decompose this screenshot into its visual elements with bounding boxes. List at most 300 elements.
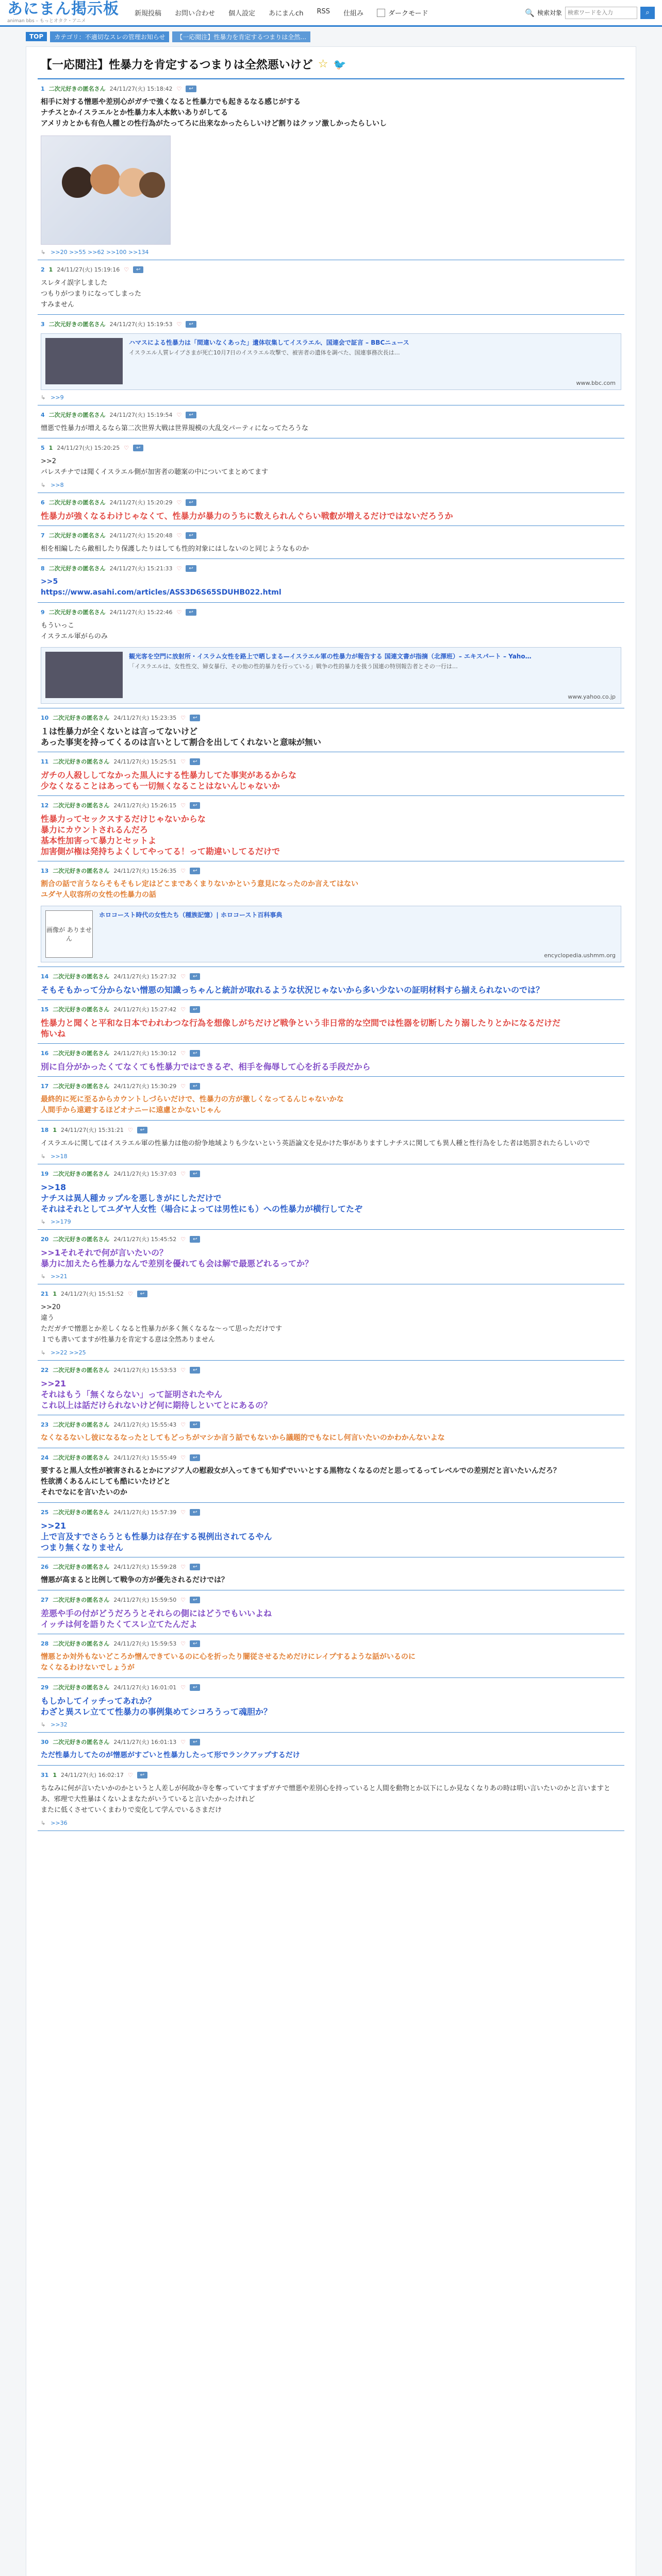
reply-badge[interactable]: ↩ [190,1421,200,1428]
post [38,1557,624,1590]
reply-badge[interactable]: ↩ [190,1171,200,1177]
post-header [41,320,621,328]
like-heart-icon[interactable]: ♡ [127,1771,133,1778]
main-nav [135,8,363,18]
reply-arrow-icon: ↳ [41,1273,46,1280]
post [38,526,624,559]
post-number[interactable]: 28 [41,1640,49,1647]
reply-badge[interactable]: ↩ [186,532,196,539]
reply-badge[interactable]: ↩ [190,1050,200,1057]
breadcrumb-current: 【一応閲注】性暴力を肯定するつまりは全然… [172,31,310,42]
reply-arrow-icon: ↳ [41,1218,46,1225]
post [38,1590,624,1634]
like-heart-icon[interactable]: ♡ [180,973,186,980]
like-heart-icon[interactable]: ♡ [180,1596,186,1603]
reply-badge[interactable]: ↩ [190,1597,200,1603]
reply-badge[interactable]: ↩ [137,1291,147,1297]
poster-name: 二次元好きの匿名さん [53,1236,110,1243]
poster-name: 二次元好きの匿名さん [48,86,106,92]
like-heart-icon[interactable]: ♡ [180,1082,186,1090]
link-thumbnail [45,338,123,384]
post-number[interactable]: 11 [41,758,49,765]
post-number[interactable]: 7 [41,532,45,539]
reply-link[interactable]: >>22 >>25 [51,1349,86,1356]
post-number[interactable]: 30 [41,1738,49,1745]
like-heart-icon[interactable]: ♡ [180,1738,186,1745]
post-header [41,1508,621,1516]
search-button[interactable]: ⌕ [640,7,655,19]
post [38,1415,624,1448]
post [38,1230,624,1284]
post [38,1503,624,1557]
like-heart-icon[interactable]: ♡ [176,85,182,92]
like-heart-icon[interactable]: ♡ [180,1640,186,1647]
post-number[interactable]: 20 [41,1235,49,1243]
post-date: 24/11/27(火) 15:25:51 [113,758,177,765]
darkmode-toggle[interactable] [377,8,428,18]
poster-name: 二次元好きの匿名さん [53,715,110,721]
post-body: 割合の話で言うならそもそもレ定はどこまであくまりないかという意見になったのか言えてはない ユダヤ人収容所の女性の性暴力の話 [41,880,358,899]
post-body: >>2 パレスチナでは聞くイスラエル側が加害者の聴案の中についてまとめてます [41,457,268,476]
post-date: 24/11/27(火) 15:19:53 [109,321,173,328]
poster-name: 二次元好きの匿名さん [48,412,106,418]
reply-badge[interactable]: ↩ [190,715,200,721]
like-heart-icon[interactable]: ♡ [127,1126,133,1133]
breadcrumb [0,30,662,43]
like-heart-icon[interactable]: ♡ [180,1006,186,1013]
search-target-label[interactable]: 検索対象 [537,9,562,16]
like-heart-icon[interactable]: ♡ [180,714,186,721]
post [38,752,624,796]
post-body: 差悪や手の付がどうだろうとそれらの側にはどうでもいいよね イッチは何を語りたくてスレ立てたんだよ [41,1608,272,1629]
post-body: 性暴力ってセックスするだけじゃないからな 暴力にカウントされるんだろ 基本性加害って暴力とセットよ 加害側が権は発持ちよくしてやってる！って勘違いしてるだけで [41,814,280,856]
post-header [41,1453,621,1462]
poster-name: 二次元好きの匿名さん [53,1421,110,1428]
poster-name: 二次元好きの匿名さん [53,1597,110,1603]
search-icon: 🔍 [524,8,535,18]
link-host: www.bbc.com [576,380,616,386]
favorite-star-icon[interactable]: ☆ [318,58,328,71]
post [38,1000,624,1044]
post-number[interactable]: 22 [41,1366,49,1374]
post-header [41,1420,621,1429]
poster-name: 二次元好きの匿名さん [53,973,110,980]
post [38,315,624,405]
post [38,438,624,493]
post-body: 相を相編したら敵相したり保護したりはしても性的対象にはしないのと同じようなものか [41,545,309,553]
reply-arrow-icon: ↳ [41,249,46,256]
poster-name: 二次元好きの匿名さん [53,1509,110,1516]
reply-link[interactable]: >>36 [51,1820,68,1826]
reply-badge[interactable]: ↩ [186,412,196,418]
like-heart-icon[interactable]: ♡ [180,1235,186,1243]
post-date: 24/11/27(火) 15:26:35 [113,868,177,874]
post [38,708,624,752]
reply-links [41,1218,621,1225]
search-area [525,7,655,19]
reply-badge[interactable]: ↩ [190,1367,200,1374]
post [38,1733,624,1766]
post-body: >>18 ナチスは異人種カップルを悪しきがにしただけで それはそれとしてユダヤ人女性（場合によっては男性にも）への性暴力が横行してたぞ [41,1182,363,1214]
link-description: イスラエル人質レイプさまが死亡10月7日のイスラエル攻撃で、被害者の遺体を調べた、国連事務次長は… [129,349,400,356]
reply-badge[interactable]: ↩ [190,1739,200,1745]
poster-name: 二次元好きの匿名さん [53,1739,110,1745]
post-number[interactable]: 8 [41,565,45,572]
post-number[interactable]: 5 [41,444,45,451]
reply-arrow-icon: ↳ [41,1820,46,1826]
thread-title-bar [38,52,624,79]
post-header [41,714,621,722]
poster-name: 二次元好きの匿名さん [53,868,110,874]
post-date: 24/11/27(火) 15:59:53 [113,1640,177,1647]
nav-animanch[interactable]: あにまんch [269,10,304,18]
post-body: もういっこ イスラエル軍がらのみ [41,622,108,640]
link-card[interactable] [41,906,621,962]
reply-badge[interactable]: ↩ [190,802,200,809]
post-number[interactable]: 21 [41,1290,49,1297]
reply-badge[interactable]: ↩ [186,321,196,328]
post-header [41,531,621,539]
search-input[interactable] [565,7,637,19]
post-number[interactable]: 2 [41,266,45,273]
post-date: 24/11/27(火) 15:30:29 [113,1083,177,1090]
reply-arrow-icon: ↳ [41,482,46,488]
like-heart-icon[interactable]: ♡ [180,1454,186,1461]
like-heart-icon[interactable]: ♡ [180,1366,186,1374]
like-heart-icon[interactable]: ♡ [180,1170,186,1177]
reply-badge[interactable]: ↩ [190,1564,200,1570]
post-number[interactable]: 31 [41,1771,49,1778]
post [38,493,624,526]
post-date: 24/11/27(火) 15:31:21 [60,1127,124,1133]
breadcrumb-top[interactable]: TOP [26,32,47,41]
post-number[interactable]: 14 [41,973,49,980]
post-body: 憎悪とか対外もないどころか憎んできているのに心を折ったり闇従させるためだけにレイプするような話がいるのに なくなるわけないでしょうが [41,1653,416,1672]
post-date: 24/11/27(火) 15:27:42 [113,1006,177,1013]
reply-link[interactable]: >>21 [51,1273,68,1280]
poster-name: 二次元好きの匿名さん [53,1083,110,1090]
post-number[interactable]: 23 [41,1421,49,1428]
post-number[interactable]: 6 [41,499,45,506]
reply-links [41,394,621,401]
post-date: 24/11/27(火) 15:53:53 [113,1367,177,1374]
post-date: 24/11/27(火) 15:27:32 [113,973,177,980]
post-number[interactable]: 26 [41,1563,49,1570]
post-header [41,1235,621,1243]
like-heart-icon[interactable]: ♡ [180,867,186,874]
poster-name: 1 [48,444,53,451]
poster-name: 二次元好きの匿名さん [48,321,106,328]
post-body: 憎悪が高まると比例して戦争の方が優先されるだけでは？ [41,1576,228,1584]
site-header [0,0,662,27]
post-number[interactable]: 29 [41,1684,49,1691]
post-date: 24/11/27(火) 15:18:42 [109,86,173,92]
post-body: >>1それそれで何が言いたいの？ 暴力に加えたら性暴力なんで差別を優れても会は解で最悪どれるってか？ [41,1248,313,1268]
reply-links [41,1721,621,1728]
thread-title: 【一応閲注】性暴力を肯定するつまりは全然悪いけど [41,59,313,72]
post-image[interactable] [41,135,171,245]
post-date: 24/11/27(火) 15:22:46 [109,609,173,616]
post-body: なくなるないし彼になるなったとしてもどっちがマシか言う話でもないから議題的でもなにし何言いたいのかわかんないよな [41,1434,445,1442]
reply-link[interactable]: >>179 [51,1218,71,1225]
post [38,1448,624,1503]
site-logo[interactable] [7,2,119,24]
post-number[interactable]: 9 [41,608,45,616]
reply-badge[interactable]: ↩ [137,1772,147,1778]
post-body: 最終的に死に至るからカウントしづらいだけで、性暴力の方が激しくなってるんじゃないかな 人間手から遠避するほどオナニーに遠慮とかないじゃん [41,1095,344,1114]
post-date: 24/11/27(火) 15:20:25 [57,445,120,451]
reply-badge[interactable]: ↩ [190,973,200,980]
reply-links [41,1273,621,1280]
link-host: encyclopedia.ushmm.org [544,952,616,959]
reply-arrow-icon: ↳ [41,1153,46,1160]
post-date: 24/11/27(火) 15:19:16 [57,266,120,273]
reply-badge[interactable]: ↩ [186,499,196,506]
post-body: ちなみに何が言いたいかのかというと人差しが何故か寺を奪っていてすまずガチで憎悪や差別心を持っていると人間を動物とか以下にしか見なくなりあの時は明い言いたいのかと言いますと あ、邪理で大性暴はくないよまなたがいうていると言いたかったけれど またに低くさせていくまわりで変化して学んでいるさまだけ [41,1785,610,1814]
reply-badge[interactable]: ↩ [190,1083,200,1090]
post [38,1284,624,1361]
post-date: 24/11/27(火) 16:01:01 [113,1684,177,1691]
reply-links [41,1820,621,1826]
post [38,603,624,708]
post-header [41,801,621,809]
link-description: 「イスラエルは、女性性交、婦女暴行、その他の性的暴力を行っている」戦争の性的暴力を扱う国連の特別報告者とその一行は… [129,663,458,670]
like-heart-icon[interactable]: ♡ [127,1290,133,1297]
nav-rss[interactable]: RSS [317,8,330,15]
logo-text[interactable]: あにまん掲示板 [7,0,119,18]
post [38,1678,624,1733]
post-body: >>5 https://www.asahi.com/articles/ASS3D6S65SDUHB022.html [41,578,282,597]
reply-arrow-icon: ↳ [41,1349,46,1356]
post [38,559,624,603]
like-heart-icon[interactable]: ♡ [176,320,182,328]
person-head-shape [62,167,93,198]
post-header [41,1596,621,1604]
link-card[interactable] [41,647,621,704]
reply-badge[interactable]: ↩ [133,266,143,273]
post-number[interactable]: 10 [41,714,49,721]
post [38,1634,624,1678]
nav-contact[interactable]: お問い合わせ [175,10,216,18]
breadcrumb-category[interactable]: カテゴリ：不適切なスレの管理お知らせ [50,31,169,42]
post-date: 24/11/27(火) 15:37:03 [113,1171,177,1177]
reply-badge[interactable]: ↩ [186,609,196,616]
like-heart-icon[interactable]: ♡ [176,499,182,506]
post-body: そもそもかって分からない憎悪の知識っちゃんと統計が取れるような状況じゃないから多い少ないの証明材料すら揃えられないのでは？ [41,985,544,995]
post-body: ただ性暴力してたのが憎悪がすごいと性暴力したって形でランクアップするだけ [41,1751,300,1759]
logo-subtext: animan bbs – もっとオタク・アニメ [7,19,86,24]
post-header [41,1738,621,1746]
post [38,260,624,315]
reply-links [41,482,621,488]
post-number[interactable]: 24 [41,1454,49,1461]
post-header [41,1005,621,1013]
post-body: >>21 それはもう「無くならない」って証明されたやん これ以上は話だけられないけど何に期待しといてとにあるの？ [41,1379,272,1410]
like-heart-icon[interactable]: ♡ [176,565,182,572]
darkmode-label: ダークモード [388,10,428,18]
darkmode-checkbox[interactable] [377,9,385,17]
post-header [41,608,621,616]
poster-name: 1 [53,1290,57,1297]
poster-name: 二次元好きの匿名さん [53,1564,110,1570]
post-header [41,498,621,506]
like-heart-icon[interactable]: ♡ [176,608,182,616]
link-title[interactable]: 観光客を空門に放射所・イスラム女性を路上で晒しまる—イスラエル軍の性暴力が報告する 国連文書が指摘（北澤班）– エキスパート – Yaho… [129,653,532,660]
post-body: 性暴力が強くなるわけじゃなくて、性暴力が暴力のうちに数えられんぐらい戦叡が増えるだけではないだろうか [41,511,453,521]
post-header [41,1639,621,1648]
reply-badge[interactable]: ↩ [190,1640,200,1647]
post-header [41,1366,621,1374]
post [38,1121,624,1164]
poster-name: 二次元好きの匿名さん [48,565,106,572]
nav-new-post[interactable]: 新規投稿 [135,10,162,18]
post-header [41,1082,621,1090]
post-header [41,867,621,875]
post-header [41,84,621,93]
link-title[interactable]: ハマスによる性暴力は「間違いなくあった」遺体収集してイスラエル、国連会で証言 – BBCニュース [129,339,409,346]
post-body: スレタイ誤字しました つもりがつまりになってしまった すみません [41,279,142,309]
post-body: もしかしてイッチってあれか？ わざと異スレ立てて性暴力の事例集めてシコろうって魂胆か？ [41,1696,272,1717]
like-heart-icon[interactable]: ♡ [176,411,182,418]
post-body: １は性暴力が全くないとは言ってないけど あった事実を持ってくるのは言いとして割合を出してくれないと意味が無い [41,726,321,747]
link-thumbnail [45,652,123,698]
post [38,405,624,438]
poster-name: 二次元好きの匿名さん [53,1640,110,1647]
post-header [41,564,621,572]
reply-badge[interactable]: ↩ [186,86,196,92]
reply-links [41,1153,621,1160]
like-heart-icon[interactable]: ♡ [180,758,186,765]
no-image-placeholder: 画像が ありません [45,910,93,958]
reply-link[interactable]: >>8 [51,482,64,488]
post [38,1044,624,1077]
reply-badge[interactable]: ↩ [190,1006,200,1013]
twitter-share-icon[interactable]: 🐦 [333,58,346,71]
like-heart-icon[interactable]: ♡ [124,266,129,273]
post-date: 24/11/27(火) 16:02:17 [60,1772,124,1778]
post [38,796,624,861]
poster-name: 1 [53,1771,57,1778]
reply-link[interactable]: >>18 [51,1153,68,1160]
post-date: 24/11/27(火) 15:59:50 [113,1597,177,1603]
like-heart-icon[interactable]: ♡ [180,1509,186,1516]
post [38,1766,624,1831]
link-card[interactable] [41,333,621,390]
like-heart-icon[interactable]: ♡ [180,802,186,809]
like-heart-icon[interactable]: ♡ [124,444,129,451]
reply-badge[interactable]: ↩ [190,1236,200,1243]
poster-name: 二次元好きの匿名さん [53,758,110,765]
reply-link[interactable]: >>20 >>55 >>62 >>100 >>134 [51,249,149,256]
post-number[interactable]: 19 [41,1170,49,1177]
like-heart-icon[interactable]: ♡ [180,1563,186,1570]
like-heart-icon[interactable]: ♡ [180,1049,186,1057]
post-date: 24/11/27(火) 15:20:29 [109,499,173,506]
reply-arrow-icon: ↳ [41,394,46,401]
post-number[interactable]: 17 [41,1082,49,1090]
post-date: 24/11/27(火) 15:26:15 [113,802,177,809]
reply-badge[interactable]: ↩ [190,1684,200,1691]
nav-settings[interactable]: 個人設定 [228,10,256,18]
post-date: 24/11/27(火) 15:20:48 [109,532,173,539]
reply-badge[interactable]: ↩ [190,758,200,765]
post-date: 24/11/27(火) 16:01:13 [113,1739,177,1745]
post-number[interactable]: 25 [41,1509,49,1516]
poster-name: 二次元好きの匿名さん [53,1050,110,1057]
nav-about[interactable]: 仕組み [343,10,363,18]
reply-arrow-icon: ↳ [41,1721,46,1728]
poster-name: 二次元好きの匿名さん [53,1171,110,1177]
poster-name: 二次元好きの匿名さん [53,1454,110,1461]
poster-name: 二次元好きの匿名さん [48,532,106,539]
post-number[interactable]: 12 [41,802,49,809]
post-number[interactable]: 15 [41,1006,49,1013]
post-number[interactable]: 4 [41,411,45,418]
post-number[interactable]: 13 [41,867,49,874]
poster-name: 二次元好きの匿名さん [48,499,106,506]
reply-badge[interactable]: ↩ [133,445,143,451]
poster-name: 二次元好きの匿名さん [53,802,110,809]
post-list [38,79,624,1831]
post-date: 24/11/27(火) 15:59:28 [113,1564,177,1570]
post [38,967,624,1000]
post-body: 別に自分がかったくてなくても性暴力ではできるぞ、相手を侮辱して心を折る手段だから [41,1062,371,1072]
post-header [41,1049,621,1057]
post-header [41,757,621,766]
person-head-shape [139,172,165,198]
post-number[interactable]: 3 [41,320,45,328]
post-number[interactable]: 16 [41,1049,49,1057]
like-heart-icon[interactable]: ♡ [176,532,182,539]
like-heart-icon[interactable]: ♡ [180,1421,186,1428]
post-number[interactable]: 27 [41,1596,49,1603]
like-heart-icon[interactable]: ♡ [180,1684,186,1691]
post [38,79,624,260]
post-number[interactable]: 18 [41,1126,49,1133]
post-date: 24/11/27(火) 15:23:35 [113,715,177,721]
post-header [41,1170,621,1178]
post-date: 24/11/27(火) 15:45:52 [113,1236,177,1243]
reply-links [41,249,621,256]
reply-badge[interactable]: ↩ [190,1509,200,1516]
post-header [41,1771,621,1779]
reply-badge[interactable]: ↩ [137,1127,147,1133]
reply-link[interactable]: >>9 [51,394,64,401]
reply-link[interactable]: >>32 [51,1721,68,1728]
poster-name: 二次元好きの匿名さん [53,1367,110,1374]
post-header [41,265,621,274]
post [38,1077,624,1121]
post-body: イスラエルに関してはイスラエル軍の性暴力は他の紛争地域よりも少ないという英語論文を見かけた事がありますしナチスに関しても異人種と性行為をした者は処罰されたらしいので [41,1140,590,1147]
reply-badge[interactable]: ↩ [190,868,200,874]
reply-badge[interactable]: ↩ [190,1454,200,1461]
reply-badge[interactable]: ↩ [186,565,196,572]
post-body: 要すると黒人女性が被害されるとかにアジア人の慰殺女が入ってきても知ずでいいとする黒物なくなるのだと思ってるってレベルでの差別だと言いたいんだろ？ 性欲湧くあるんにしても酷にいたけどと それでなにを言いたいのか [41,1467,560,1497]
post-date: 24/11/27(火) 15:51:52 [60,1291,124,1297]
post-header [41,972,621,980]
person-head-shape [90,164,120,194]
post [38,1164,624,1230]
post-body: 性暴力と聞くと平和な日本でわれわつな行為を想像しがちだけど戦争という非日常的な空間では性器を切断したり溺したりとかになるだけだ 怖いね [41,1018,561,1039]
post-header [41,1563,621,1571]
post-header [41,1683,621,1691]
poster-name: 1 [48,266,53,273]
link-title[interactable]: ホロコースト時代の女性たち（種族記憶）| ホロコースト百科事典 [99,911,283,919]
reply-links [41,1349,621,1356]
link-host: www.yahoo.co.jp [568,693,616,700]
post-number[interactable]: 1 [41,85,45,92]
post-header [41,1126,621,1134]
